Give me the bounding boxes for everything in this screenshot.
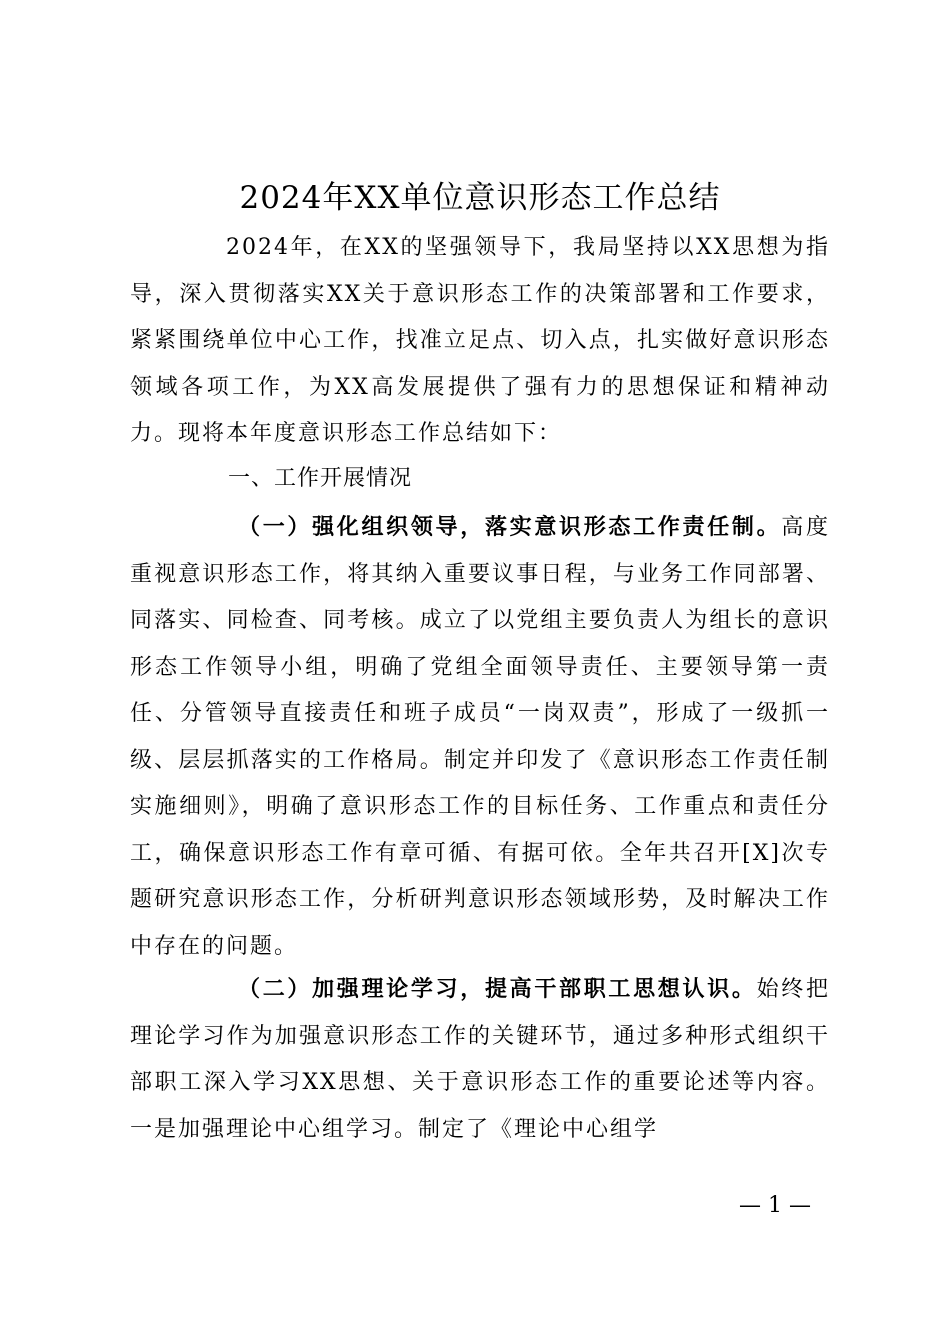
intro-paragraph: 2024年，在XX的坚强领导下，我局坚持以XX思想为指导，深入贯彻落实XX关于意识形态工作的决策部署和工作要求，紧紧围绕单位中心工作，找准立足点、切入点，扎实做好意识形态领域各项工作，为XX高发展提供了强有力的思想保证和精神动力。现将本年度意识形态工作总结如下： <box>130 235 830 446</box>
document-title: 2024年XX单位意识形态工作总结 <box>239 180 721 216</box>
subsection-heading-1: （一）强化组织领导，落实意识形态工作责任制。 <box>238 514 782 540</box>
subsection-text-2: 始终把理论学习作为加强意识形态工作的关键环节，通过多种形式组织干部职工深入学习XX思想、关于意识形态工作的重要论述等内容。一是加强理论中心组学习。制定了《理论中心组学 <box>130 977 830 1142</box>
page-number: — 1 — <box>739 1193 811 1218</box>
subsection-paragraph-1 <box>130 504 830 970</box>
subsection-text-1: 高度重视意识形态工作，将其纳入重要议事日程，与业务工作同部署、同落实、同检查、同考核。成立了以党组主要负责人为组长的意识形态工作领导小组，明确了党组全面领导责任、主要领导第一责任、分管领导直接责任和班子成员“一岗双责”，形成了一级抓一级、层层抓落实的工作格局。制定并印发了《意识形态工作责任制实施细则》，明确了意识形态工作的目标任务、工作重点和责任分工，确保意识形态工作有章可循、有据可依。全年共召开[X]次专题研究意识形态工作，分析研判意识形态领域形势，及时解决工作中存在的问题。 <box>130 515 830 959</box>
section-heading: 一、工作开展情况 <box>228 466 413 491</box>
subsection-heading-2: （二）加强理论学习，提高干部职工思想认识。 <box>238 976 757 1002</box>
subsection-paragraph-2 <box>130 966 830 1153</box>
